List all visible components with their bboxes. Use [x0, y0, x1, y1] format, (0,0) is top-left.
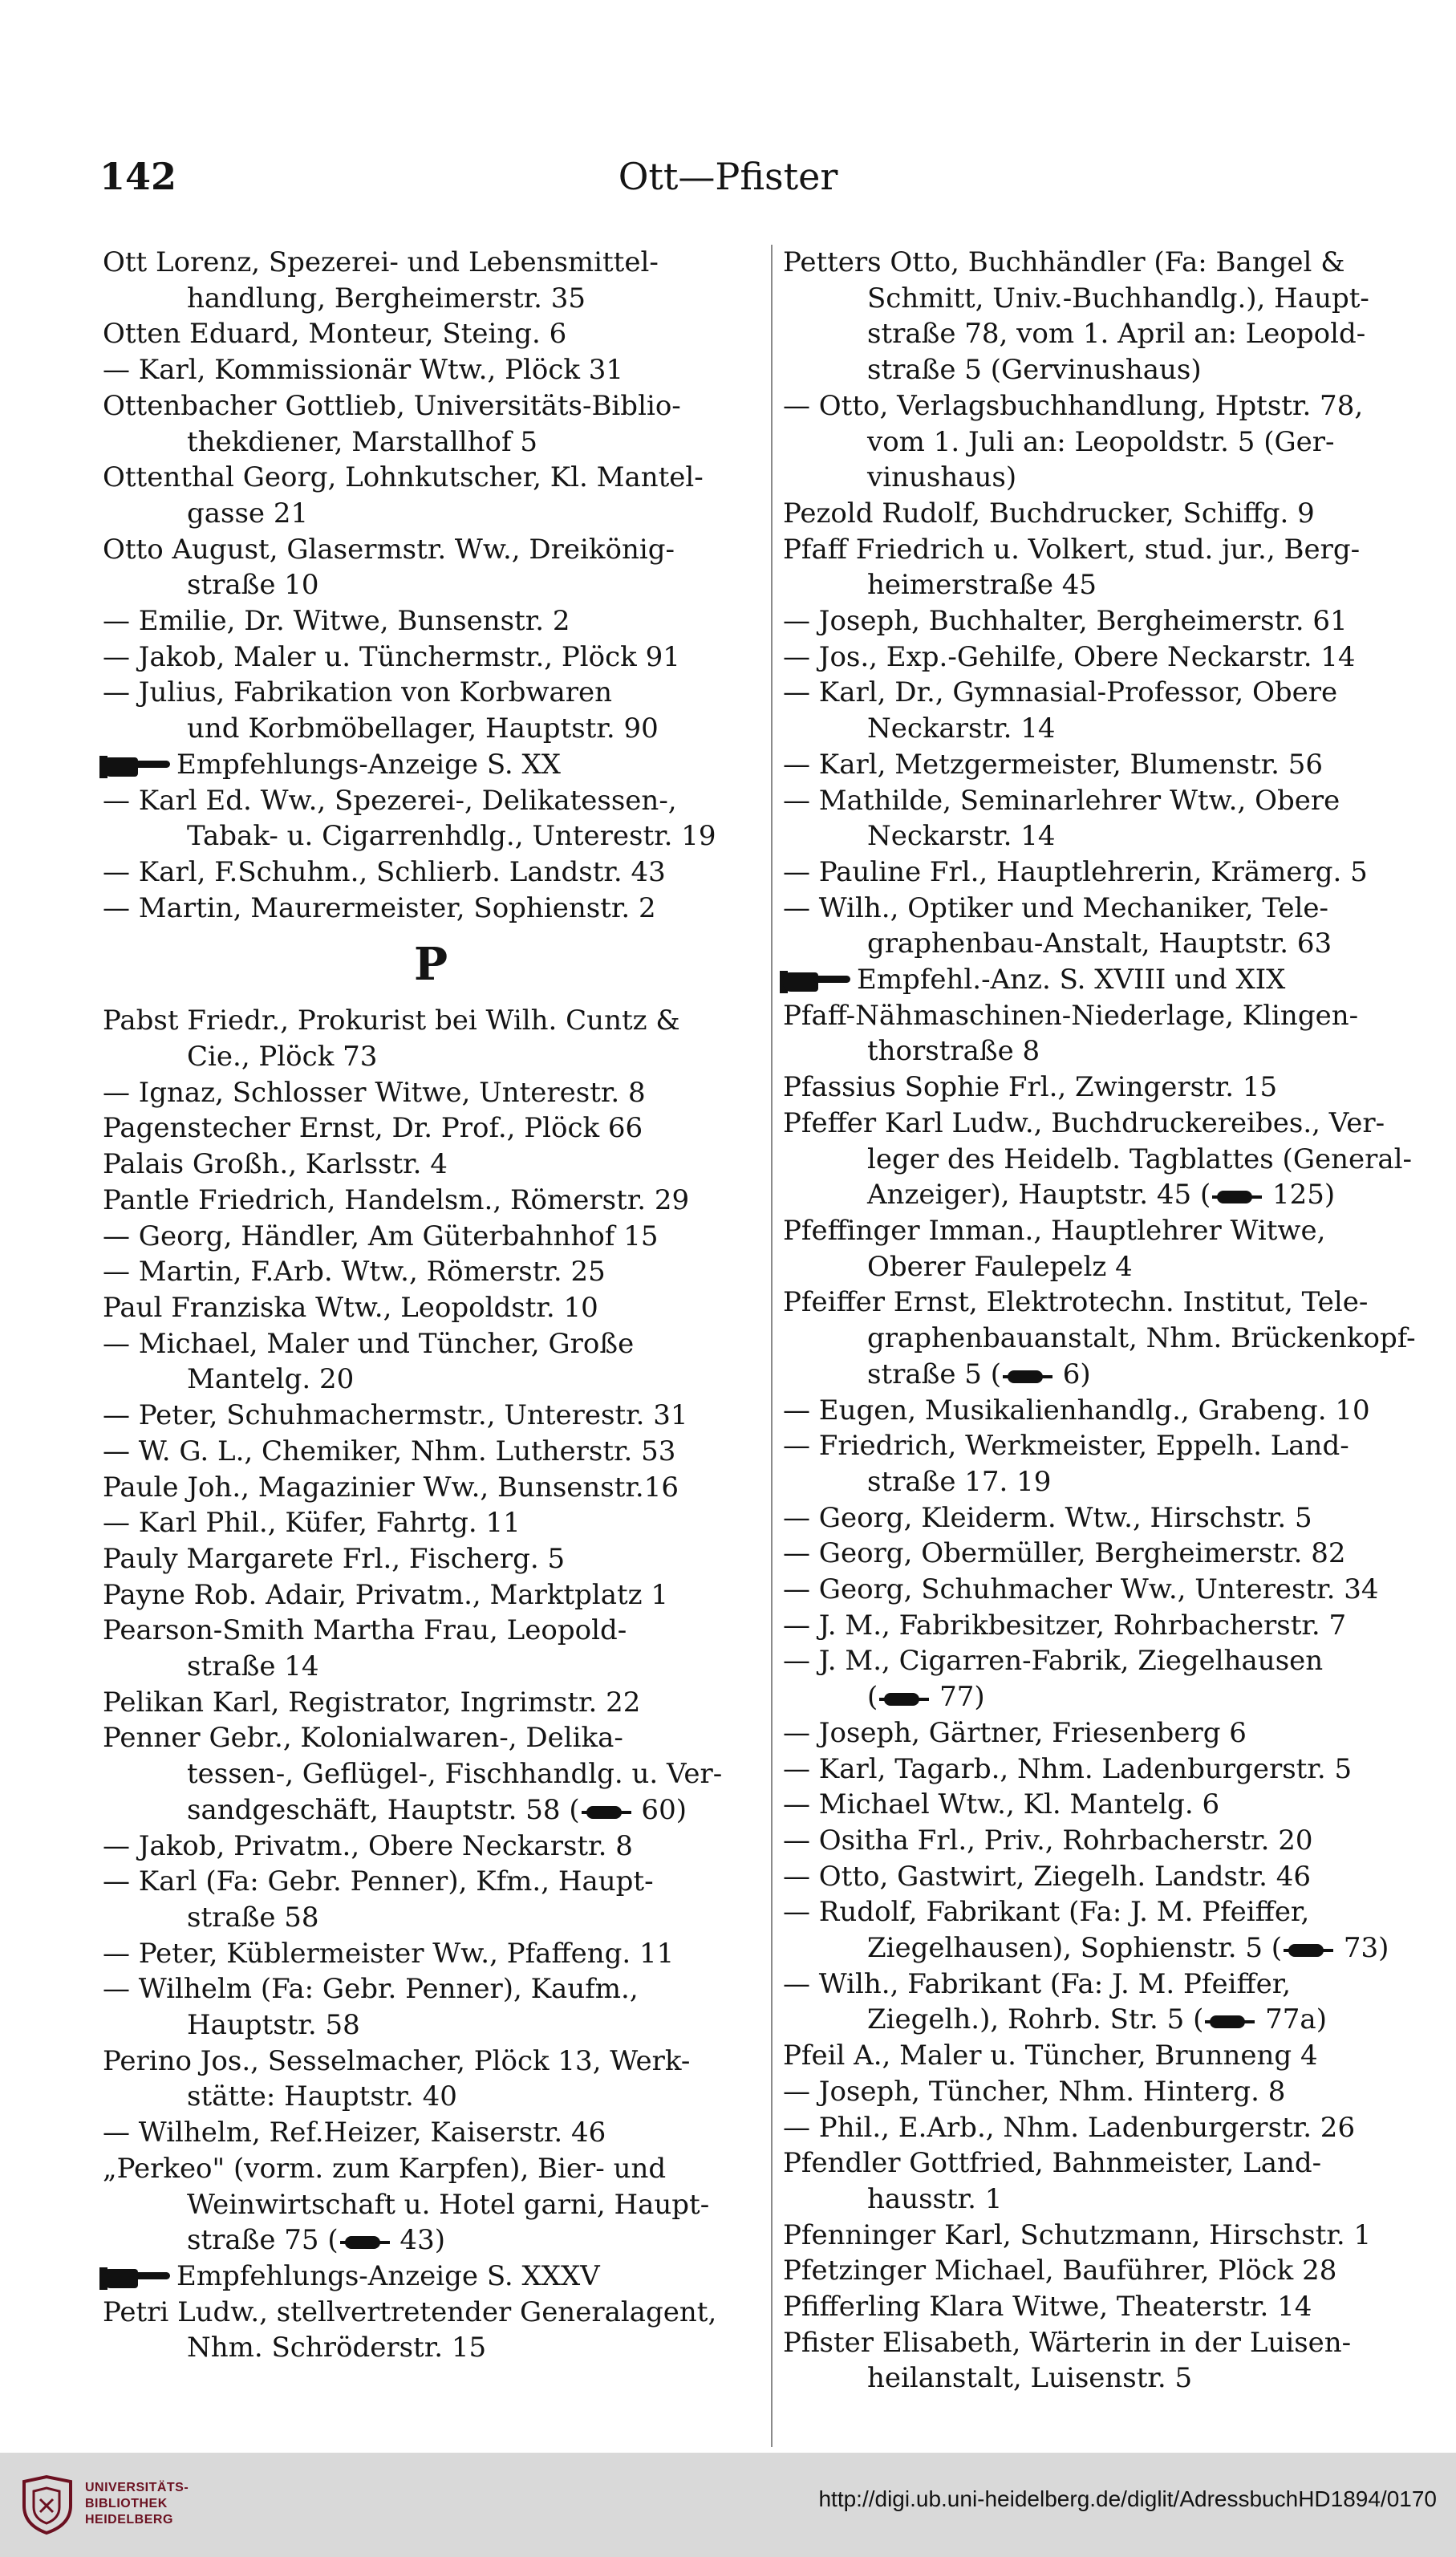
entry-line: Schmitt, Univ.-Buchhandlg.), Haupt- — [867, 282, 1369, 315]
entry-line: Pfaff-Nähmaschinen-Niederlage, Klingen- — [783, 999, 1359, 1032]
directory-entry — [103, 1003, 759, 1074]
entry-line: Neckarstr. 14 — [867, 820, 1056, 853]
entry-line: Pfister Elisabeth, Wärterin in der Luisen- — [783, 2326, 1352, 2359]
entry-line: Pezold Rudolf, Buchdrucker, Schiffg. 9 — [783, 497, 1315, 530]
directory-entry — [103, 2295, 759, 2366]
entry-line: Ott Lorenz, Spezerei- und Lebensmittel- — [103, 246, 659, 278]
telephone-icon — [1205, 2011, 1255, 2031]
entry-line: heilanstalt, Luisenstr. 5 — [867, 2362, 1193, 2395]
entry-line: handlung, Bergheimerstr. 35 — [187, 282, 586, 315]
directory-entry — [103, 854, 759, 891]
directory-entry — [783, 1894, 1439, 1966]
entry-line: Oberer Faulepelz 4 — [867, 1250, 1133, 1283]
logo-line: UNIVERSITÄTS- — [85, 2481, 189, 2494]
directory-entry — [103, 783, 759, 854]
entry-line: Pfeiffer Ernst, Elektrotechn. Institut, Tele- — [783, 1286, 1369, 1319]
entry-line: — Joseph, Gärtner, Friesenberg 6 — [783, 1716, 1247, 1749]
entry-line: thorstraße 8 — [867, 1035, 1040, 1068]
directory-entry — [103, 675, 759, 746]
entry-line: — Karl Ed. Ww., Spezerei-, Delikatessen-, — [103, 784, 677, 817]
entry-line: Ottenthal Georg, Lohnkutscher, Kl. Mantel- — [103, 461, 704, 494]
directory-entry — [783, 1823, 1439, 1859]
directory-entry — [103, 1577, 759, 1613]
directory-entry — [103, 2044, 759, 2115]
entry-line: — Peter, Küblermeister Ww., Pfaffeng. 11 — [103, 1937, 675, 1970]
entry-line: Penner Gebr., Kolonialwaren-, Delika- — [103, 1722, 623, 1755]
entry-line: „Perkeo" (vorm. zum Karpfen), Bier- und — [103, 2152, 667, 2185]
entry-line: graphenbauanstalt, Nhm. Brückenkopf- — [867, 1322, 1416, 1355]
directory-entry — [783, 1859, 1439, 1895]
directory-entry — [103, 1541, 759, 1577]
directory-entry — [103, 532, 759, 603]
entry-line: — Georg, Obermüller, Bergheimerstr. 82 — [783, 1537, 1346, 1570]
directory-entry — [783, 854, 1439, 891]
entry-line: Pfeffer Karl Ludw., Buchdruckereibes., Ver- — [783, 1106, 1385, 1139]
entry-line: — Ositha Frl., Priv., Rohrbacherstr. 20 — [783, 1824, 1313, 1857]
entry-line: Pagenstecher Ernst, Dr. Prof., Plöck 66 — [103, 1112, 643, 1145]
directory-entry — [103, 1326, 759, 1398]
logo-line: HEIDELBERG — [85, 2513, 173, 2527]
directory-entry — [103, 1613, 759, 1684]
entry-line: Ziegelhausen), Sophienstr. 5 ( 73) — [867, 1932, 1389, 1965]
section-letter: P — [413, 938, 448, 992]
entry-line: straße 5 ( 6) — [867, 1358, 1091, 1390]
entry-line: straße 14 — [187, 1650, 319, 1683]
entry-line: — Michael Wtw., Kl. Mantelg. 6 — [783, 1788, 1220, 1821]
entry-line: — Friedrich, Werkmeister, Eppelh. Land- — [783, 1430, 1349, 1463]
directory-entry — [103, 1936, 759, 1972]
entry-line: heimerstraße 45 — [867, 569, 1097, 602]
entry-line: Pfassius Sophie Frl., Zwingerstr. 15 — [783, 1071, 1278, 1104]
telephone-icon — [340, 2231, 390, 2252]
directory-entry — [783, 1069, 1439, 1106]
entry-line: — Karl (Fa: Gebr. Penner), Kfm., Haupt- — [103, 1865, 654, 1898]
entry-line: — Karl, Metzgermeister, Blumenstr. 56 — [783, 748, 1323, 781]
entry-line: gasse 21 — [187, 497, 309, 530]
directory-entry — [783, 1106, 1439, 1213]
directory-entry — [103, 1685, 759, 1721]
advertisement-reference — [783, 962, 1439, 998]
directory-entry — [783, 1572, 1439, 1608]
entry-line: und Korbmöbellager, Hauptstr. 90 — [187, 712, 659, 745]
entry-line: — Joseph, Buchhalter, Bergheimerstr. 61 — [783, 605, 1348, 638]
entry-line: — Wilh., Optiker und Mechaniker, Tele- — [783, 891, 1328, 924]
entry-line: — W. G. L., Chemiker, Nhm. Lutherstr. 53 — [103, 1435, 676, 1467]
column-divider — [771, 245, 773, 2447]
entry-line: Pfaff Friedrich u. Volkert, stud. jur., Berg- — [783, 533, 1361, 566]
telephone-icon — [1003, 1366, 1052, 1386]
directory-entry — [103, 1254, 759, 1290]
directory-entry — [103, 1219, 759, 1255]
entry-line: — Jos., Exp.-Gehilfe, Obere Neckarstr. 14 — [783, 640, 1356, 673]
entry-line: Paul Franziska Wtw., Leopoldstr. 10 — [103, 1291, 598, 1324]
entry-line: Pauly Margarete Frl., Fischerg. 5 — [103, 1542, 566, 1575]
directory-entry — [783, 603, 1439, 639]
entry-line: tessen-, Geflügel-, Fischhandlg. u. Ver- — [187, 1758, 723, 1791]
directory-entry — [783, 532, 1439, 603]
entry-line: hausstr. 1 — [867, 2182, 1003, 2215]
entry-line: — Jakob, Maler u. Tünchermstr., Plöck 91 — [103, 640, 680, 673]
entry-line: Pantle Friedrich, Handelsm., Römerstr. 29 — [103, 1183, 690, 1216]
entry-line: Palais Großh., Karlsstr. 4 — [103, 1148, 448, 1181]
entry-line: — Peter, Schuhmachermstr., Unterestr. 31 — [103, 1399, 688, 1432]
directory-entry — [783, 1536, 1439, 1572]
directory-entry — [103, 2115, 759, 2151]
directory-entry — [103, 603, 759, 639]
entry-line: stätte: Hauptstr. 40 — [187, 2080, 457, 2113]
entry-line: — Wilh., Fabrikant (Fa: J. M. Pfeiffer, — [783, 1967, 1292, 2000]
directory-entry — [783, 388, 1439, 496]
directory-entry — [783, 639, 1439, 676]
directory-entry — [783, 2145, 1439, 2217]
directory-entry — [783, 2253, 1439, 2289]
directory-entry — [103, 1470, 759, 1506]
entry-line: — Karl Phil., Küfer, Fahrtg. 11 — [103, 1507, 521, 1540]
pointing-hand-icon — [783, 969, 850, 993]
directory-entry — [783, 2325, 1439, 2397]
entry-line: straße 75 ( 43) — [187, 2224, 445, 2257]
running-head: Ott—Pfister — [618, 155, 838, 198]
directory-entry — [103, 639, 759, 676]
directory-entry — [783, 1787, 1439, 1823]
directory-entry — [103, 1720, 759, 1828]
directory-entry — [783, 1643, 1439, 1715]
footer-bar — [0, 2453, 1456, 2557]
telephone-icon — [879, 1688, 929, 1709]
entry-line: — Michael, Maler und Tüncher, Große — [103, 1327, 635, 1360]
entry-line: Petri Ludw., stellvertretender Generalagent, — [103, 2295, 717, 2328]
entry-line: — Joseph, Tüncher, Nhm. Hinterg. 8 — [783, 2075, 1286, 2108]
entry-line: Pfeil A., Maler u. Tüncher, Brunneng 4 — [783, 2040, 1318, 2072]
entry-line: Pfendler Gottfried, Bahnmeister, Land- — [783, 2147, 1322, 2180]
directory-entry — [783, 1285, 1439, 1392]
directory-entry — [783, 675, 1439, 746]
directory-entry — [783, 2038, 1439, 2074]
entry-line: graphenbau-Anstalt, Hauptstr. 63 — [867, 927, 1332, 960]
directory-entry — [783, 245, 1439, 388]
entry-line: straße 58 — [187, 1901, 319, 1934]
entry-line: — Karl, F.Schuhm., Schlierb. Landstr. 43 — [103, 855, 666, 888]
directory-entry — [783, 1213, 1439, 1285]
directory-entry — [783, 2074, 1439, 2110]
entry-line: Weinwirtschaft u. Hotel garni, Haupt- — [187, 2188, 710, 2221]
directory-entry — [103, 1147, 759, 1183]
directory-entry — [783, 496, 1439, 532]
entry-line: leger des Heidelb. Tagblattes (General- — [867, 1143, 1413, 1175]
directory-entry — [103, 1290, 759, 1326]
entry-line: Otto August, Glasermstr. Ww., Dreikönig- — [103, 533, 675, 566]
entry-line: Ziegelh.), Rohrb. Str. 5 ( 77a) — [867, 2003, 1327, 2036]
entry-line: — Otto, Gastwirt, Ziegelh. Landstr. 46 — [783, 1860, 1312, 1893]
directory-entry — [103, 1110, 759, 1147]
directory-entry — [103, 1398, 759, 1434]
directory-entry — [783, 783, 1439, 854]
directory-entry — [103, 388, 759, 460]
entry-line: Mantelg. 20 — [187, 1363, 355, 1396]
telephone-icon — [1284, 1939, 1333, 1960]
directory-entry — [783, 1715, 1439, 1751]
entry-line: — J. M., Fabrikbesitzer, Rohrbacherstr. 7 — [783, 1609, 1347, 1642]
entry-line: — Otto, Verlagsbuchhandlung, Hptstr. 78, — [783, 389, 1364, 422]
entry-line: Pfetzinger Michael, Bauführer, Plöck 28 — [783, 2255, 1337, 2287]
directory-entry — [783, 1428, 1439, 1500]
directory-entry — [783, 891, 1439, 962]
entry-line: — Jakob, Privatm., Obere Neckarstr. 8 — [103, 1829, 633, 1862]
entry-line: thekdiener, Marstallhof 5 — [187, 425, 538, 458]
pointing-hand-icon — [103, 754, 170, 778]
advertisement-text: Empfehlungs-Anzeige S. XXXV — [176, 2259, 600, 2292]
entry-line: sandgeschäft, Hauptstr. 58 ( 60) — [187, 1793, 687, 1826]
right-column — [783, 245, 1439, 2397]
telephone-icon — [582, 1801, 631, 1822]
entry-line: Anzeiger), Hauptstr. 45 ( 125) — [867, 1179, 1336, 1212]
page-number: 142 — [99, 155, 177, 198]
entry-line: — Wilhelm, Ref.Heizer, Kaiserstr. 46 — [103, 2117, 606, 2149]
source-url-link[interactable]: http://digi.ub.uni-heidelberg.de/diglit/AdressbuchHD1894/0170 — [818, 2486, 1437, 2511]
directory-entry — [103, 1075, 759, 1111]
directory-entry — [783, 1500, 1439, 1536]
directory-entry — [103, 1828, 759, 1865]
directory-entry — [783, 1608, 1439, 1644]
entry-line: Paule Joh., Magazinier Ww., Bunsenstr.16 — [103, 1471, 679, 1504]
entry-line: — J. M., Cigarren-Fabrik, Ziegelhausen — [783, 1645, 1324, 1678]
directory-entry — [103, 352, 759, 388]
entry-line: Pfenninger Karl, Schutzmann, Hirschstr. 1 — [783, 2218, 1372, 2251]
entry-line: — Wilhelm (Fa: Gebr. Penner), Kaufm., — [103, 1973, 639, 2006]
entry-line: ( 77) — [867, 1681, 985, 1714]
directory-entry — [103, 1505, 759, 1541]
entry-line: Pfifferling Klara Witwe, Theaterstr. 14 — [783, 2291, 1312, 2324]
entry-line: Neckarstr. 14 — [867, 712, 1056, 745]
entry-line: — Julius, Fabrikation von Korbwaren — [103, 676, 613, 709]
directory-entry — [783, 2289, 1439, 2325]
directory-entry — [783, 2218, 1439, 2254]
directory-entry — [103, 1183, 759, 1219]
directory-entry — [783, 2110, 1439, 2146]
entry-line: vom 1. Juli an: Leopoldstr. 5 (Ger- — [867, 425, 1335, 458]
directory-entry — [783, 998, 1439, 1069]
advertisement-text: Empfehl.-Anz. S. XVIII und XIX — [857, 964, 1286, 996]
entry-line: Otten Eduard, Monteur, Steing. 6 — [103, 318, 567, 351]
entry-line: straße 78, vom 1. April an: Leopold- — [867, 318, 1366, 351]
directory-entry — [103, 1864, 759, 1935]
directory-entry — [103, 316, 759, 352]
entry-line: — Eugen, Musikalienhandlg., Grabeng. 10 — [783, 1394, 1370, 1427]
entry-line: — Karl, Tagarb., Nhm. Ladenburgerstr. 5 — [783, 1752, 1353, 1785]
entry-line: Pelikan Karl, Registrator, Ingrimstr. 22 — [103, 1686, 641, 1719]
directory-entry — [103, 1434, 759, 1470]
library-logo-text — [85, 2480, 189, 2528]
entry-line: — Phil., E.Arb., Nhm. Ladenburgerstr. 26 — [783, 2111, 1356, 2144]
telephone-icon — [1212, 1186, 1262, 1207]
logo-line: BIBLIOTHEK — [85, 2497, 168, 2510]
entry-line: Pabst Friedr., Prokurist bei Wilh. Cuntz & — [103, 1005, 680, 1037]
entry-line: — Georg, Schuhmacher Ww., Unterestr. 34 — [783, 1573, 1379, 1606]
entry-line: — Pauline Frl., Hauptlehrerin, Krämerg. 5 — [783, 855, 1368, 888]
entry-line: — Karl, Kommissionär Wtw., Plöck 31 — [103, 354, 624, 387]
entry-line: vinushaus) — [867, 461, 1017, 494]
directory-entry — [103, 245, 759, 316]
entry-line: — Martin, F.Arb. Wtw., Römerstr. 25 — [103, 1256, 606, 1289]
advertisement-text: Empfehlungs-Anzeige S. XX — [176, 748, 561, 781]
entry-line: straße 5 (Gervinushaus) — [867, 354, 1202, 387]
directory-entry — [783, 747, 1439, 783]
advertisement-reference — [103, 2259, 759, 2295]
entry-line: Payne Rob. Adair, Privatm., Marktplatz 1 — [103, 1578, 669, 1611]
directory-entry — [783, 1966, 1439, 2038]
entry-line: — Ignaz, Schlosser Witwe, Unterestr. 8 — [103, 1076, 646, 1109]
directory-entry — [783, 1751, 1439, 1788]
entry-line: — Rudolf, Fabrikant (Fa: J. M. Pfeiffer, — [783, 1896, 1310, 1929]
entry-line: straße 17. 19 — [867, 1465, 1052, 1498]
entry-line: — Emilie, Dr. Witwe, Bunsenstr. 2 — [103, 605, 570, 638]
entry-line: Nhm. Schröderstr. 15 — [187, 2332, 487, 2364]
entry-line: Tabak- u. Cigarrenhdlg., Unterestr. 19 — [187, 820, 716, 853]
entry-line: Perino Jos., Sesselmacher, Plöck 13, Werk- — [103, 2044, 691, 2077]
entry-line: straße 10 — [187, 569, 319, 602]
left-column — [103, 245, 759, 2366]
entry-line: — Georg, Händler, Am Güterbahnhof 15 — [103, 1220, 659, 1252]
directory-entry — [103, 2151, 759, 2259]
entry-line: Hauptstr. 58 — [187, 2009, 360, 2042]
entry-line: — Karl, Dr., Gymnasial-Professor, Obere — [783, 676, 1338, 709]
page-header — [0, 144, 1456, 209]
directory-entry — [103, 460, 759, 531]
entry-line: Pearson-Smith Martha Frau, Leopold- — [103, 1614, 627, 1647]
advertisement-reference — [103, 747, 759, 783]
directory-entry — [783, 1393, 1439, 1429]
entry-line: — Martin, Maurermeister, Sophienstr. 2 — [103, 891, 656, 924]
directory-entry — [103, 1971, 759, 2043]
entry-line: — Mathilde, Seminarlehrer Wtw., Obere — [783, 784, 1340, 817]
entry-line: Pfeffinger Imman., Hauptlehrer Witwe, — [783, 1214, 1326, 1247]
directory-entry — [103, 891, 759, 927]
entry-line: Ottenbacher Gottlieb, Universitäts-Biblio- — [103, 389, 681, 422]
university-seal-icon — [18, 2474, 77, 2536]
pointing-hand-icon — [103, 2266, 170, 2290]
entry-line: Petters Otto, Buchhändler (Fa: Bangel & — [783, 246, 1345, 278]
entry-line: Cie., Plöck 73 — [187, 1041, 378, 1074]
entry-line: — Georg, Kleiderm. Wtw., Hirschstr. 5 — [783, 1501, 1312, 1534]
